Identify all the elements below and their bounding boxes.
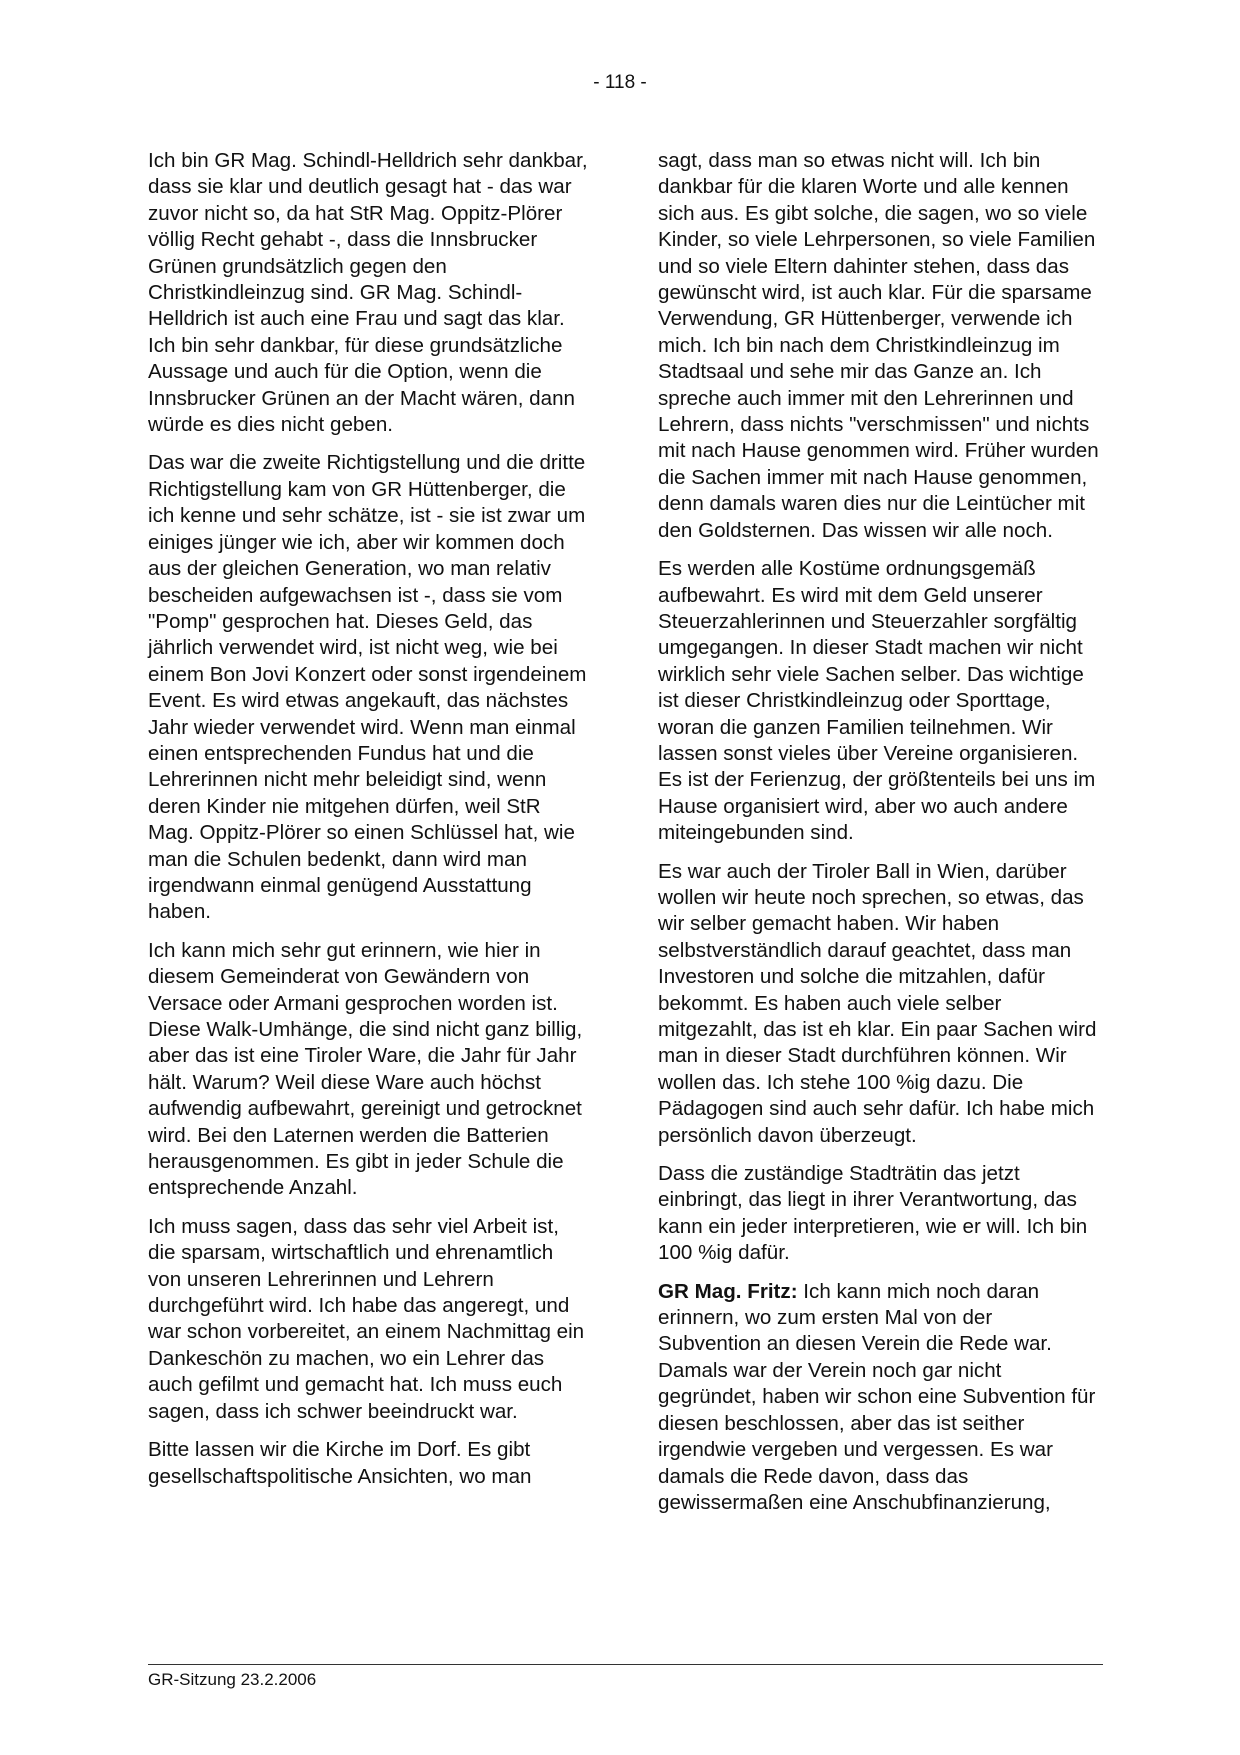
left-column bbox=[148, 148, 590, 1502]
paragraph: Ich kann mich sehr gut erinnern, wie hier in diesem Gemeinderat von Gewändern von Versace oder Armani gesprochen worden ist. Diese Walk-Umhänge, die sind nicht ganz billig, aber das ist eine Tiroler Ware, die Jahr für Jahr hält. Warum? Weil diese Ware auch höchst aufwendig aufbewahrt, gereinigt und getrocknet wird. Bei den Laternen werden die Batterien herausgenommen. Es gibt in jeder Schule die entsprechende Anzahl. bbox=[148, 938, 583, 1200]
paragraph: Das war die zweite Richtigstellung und die dritte Richtigstellung kam von GR Hüttenberger, die ich kenne und sehr schätze, ist - sie ist zwar um einiges jünger wie ich, aber wir kommen doch aus der gleichen Generation, wo man relativ bescheiden aufgewachsen ist -, dass sie vom "Pomp" gesprochen hat. Dieses Geld, das jährlich verwendet wird, ist nicht weg, wie bei einem Bon Jovi Konzert oder sonst irgendeinem Event. Es wird etwas angekauft, das nächstes Jahr wieder verwendet wird. Wenn man einmal einen entsprechenden Fundus hat und die Lehrerinnen nicht mehr beleidigt sind, wenn deren Kinder nie mitgehen dürfen, weil StR Mag. Oppitz-Plörer so einen Schlüssel hat, wie man die Schulen bedenkt, dann wird man irgendwann einmal genügend Ausstattung haben. bbox=[148, 451, 587, 924]
paragraph: Ich bin GR Mag. Schindl-Helldrich sehr dankbar, dass sie klar und deutlich gesagt hat - das war zuvor nicht so, da hat StR Mag. Oppitz-Plörer völlig Recht gehabt -, dass die Innsbrucker Grünen grundsätzlich gegen den Christkindleinzug sind. GR Mag. Schindl-Helldrich ist auch eine Frau und sagt das klar. Ich bin sehr dankbar, für diese grundsätzliche Aussage und auch für die Option, wenn die Innsbrucker Grünen an der Macht wären, dann würde es dies nicht geben. bbox=[148, 149, 588, 437]
paragraph: sagt, dass man so etwas nicht will. Ich bin dankbar für die klaren Worte und alle kennen sich aus. Es gibt solche, die sagen, wo so viele Kinder, so viele Lehrpersonen, so viele Familien und so viele Eltern dahinter stehen, dass das gewünscht wird, ist auch klar. Für die sparsame Verwendung, GR Hüttenberger, verwende ich mich. Ich bin nach dem Christkindleinzug im Stadtsaal und sehe mir das Ganze an. Ich spreche auch immer mit den Lehrerinnen und Lehrern, dass nichts "verschmissen" und nichts mit nach Hause genommen wird. Früher wurden die Sachen immer mit nach Hause genommen, denn damals waren dies nur die Leintücher mit den Goldsternen. Das wissen wir alle noch. bbox=[658, 149, 1099, 542]
paragraph: Bitte lassen wir die Kirche im Dorf. Es gibt gesellschaftspolitische Ansichten, wo man bbox=[148, 1438, 532, 1488]
right-column bbox=[658, 148, 1100, 1528]
page-number: - 118 - bbox=[593, 72, 647, 93]
speaker-text: Ich kann mich noch daran erinnern, wo zum ersten Mal von der Subvention an diesen Verein die Rede war. Damals war der Verein noch gar nicht gegründet, haben wir schon eine Subvention für diesen beschlossen, aber das ist seither irgendwie vergeben und vergessen. Es war damals die Rede davon, dass das gewissermaßen eine Anschubfinanzierung, bbox=[658, 1279, 1096, 1514]
paragraph: Dass die zuständige Stadträtin das jetzt einbringt, das liegt in ihrer Verantwortung, das kann ein jeder interpretieren, wie er will. Ich bin 100 %ig dafür. bbox=[658, 1162, 1088, 1265]
paragraph: Ich muss sagen, dass das sehr viel Arbeit ist, die sparsam, wirtschaftlich und ehrenamtlich von unseren Lehrerinnen und Lehrern durchgeführt wird. Ich habe das angeregt, und war schon vorbereitet, an einem Nachmittag ein Dankeschön zu machen, wo ein Lehrer das auch gefilmt und gemacht hat. Ich muss euch sagen, dass ich schwer beeindruckt war. bbox=[148, 1214, 585, 1423]
footer-session-label: GR-Sitzung 23.2.2006 bbox=[148, 1670, 317, 1689]
paragraph: Es werden alle Kostüme ordnungsgemäß aufbewahrt. Es wird mit dem Geld unserer Steuerzahlerinnen und Steuerzahler sorgfältig umgegangen. In dieser Stadt machen wir nicht wirklich sehr viele Sachen selber. Das wichtige ist dieser Christkindleinzug oder Sporttage, woran die ganzen Familien teilnehmen. Wir lassen sonst vieles über Vereine organisieren. Es ist der Ferienzug, der größtenteils bei uns im Hause organisiert wird, aber wo auch andere miteingebunden sind. bbox=[658, 557, 1096, 845]
speaker-name: GR Mag. Fritz: bbox=[658, 1279, 798, 1303]
speaker-paragraph bbox=[658, 1279, 1100, 1517]
footer-divider bbox=[148, 1664, 1103, 1665]
paragraph: Es war auch der Tiroler Ball in Wien, darüber wollen wir heute noch sprechen, so etwas, das wir selber gemacht haben. Wir haben selbstverständlich darauf geachtet, dass man Investoren und solche die mitzahlen, dafür bekommt. Es haben auch viele selber mitgezahlt, das ist eh klar. Ein paar Sachen wird man in dieser Stadt durchführen können. Wir wollen das. Ich stehe 100 %ig dazu. Die Pädagogen sind auch sehr dafür. Ich habe mich persönlich davon überzeugt. bbox=[658, 859, 1097, 1147]
